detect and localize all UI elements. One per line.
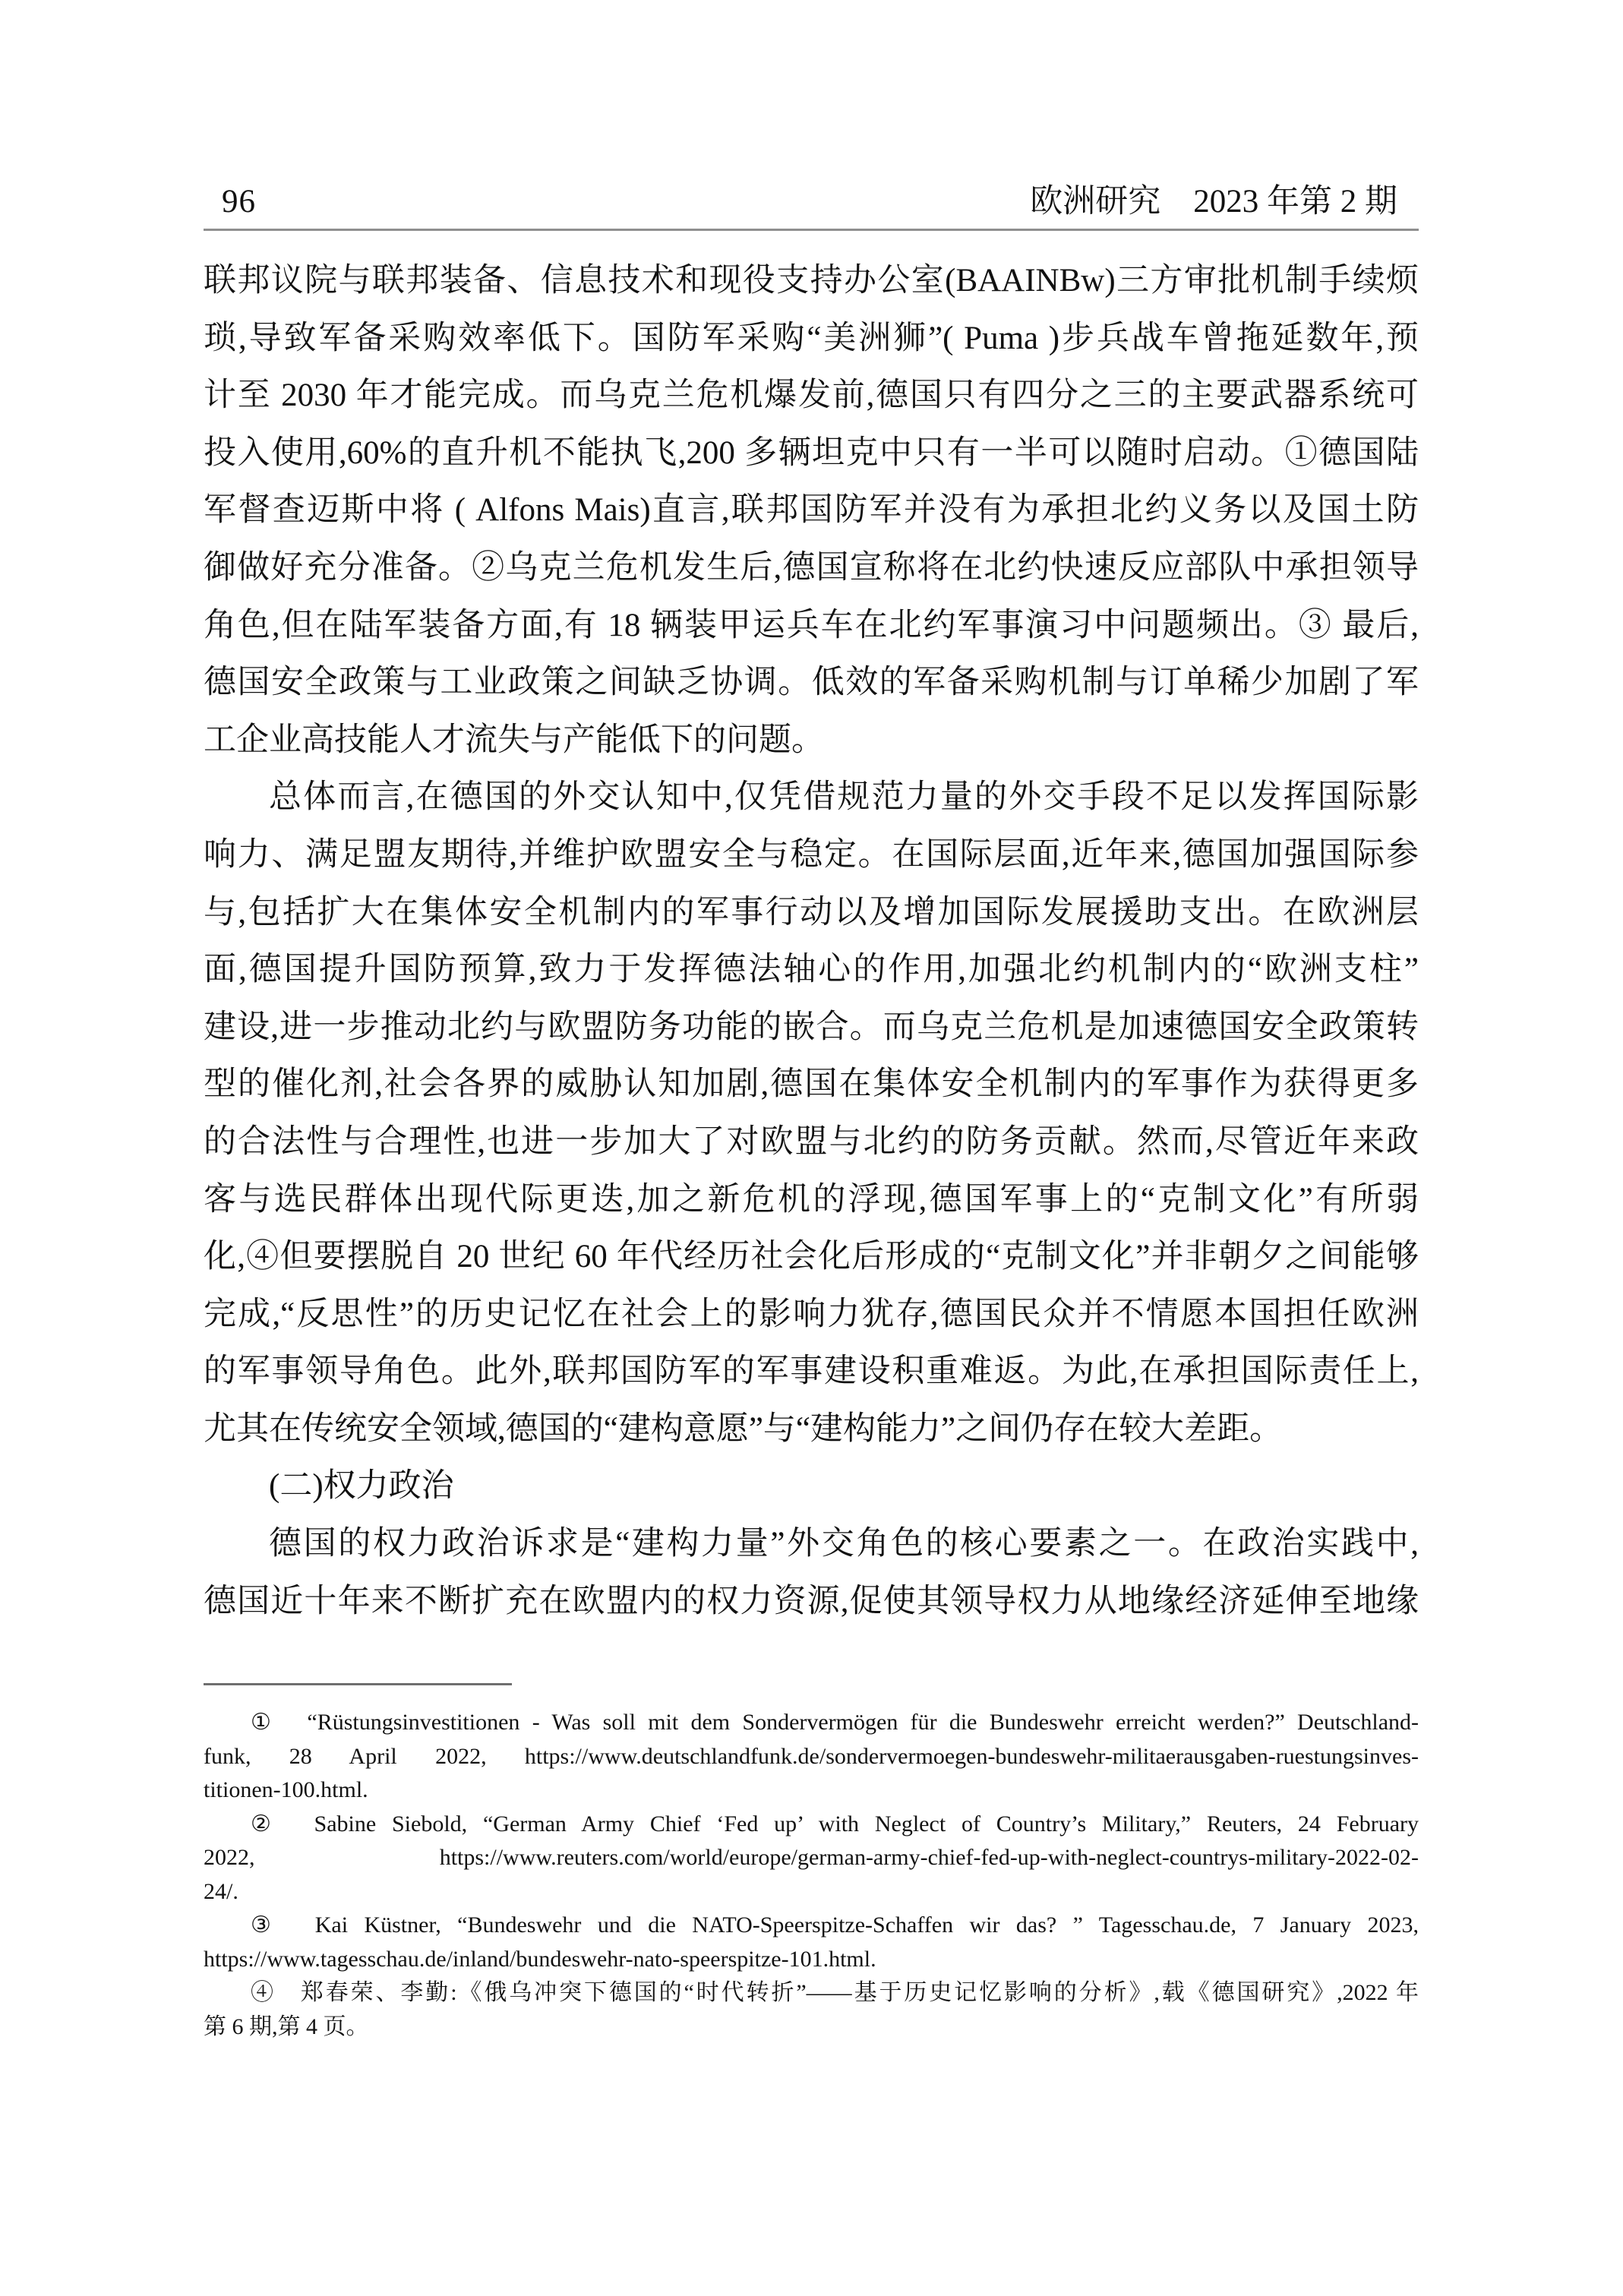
body-line: 完成,“反思性”的历史记忆在社会上的影响力犹存,德国民众并不情愿本国担任欧洲: [204, 1296, 1419, 1332]
body-line: 御做好充分准备。②乌克兰危机发生后,德国宣称将在北约快速反应部队中承担领导: [204, 549, 1419, 586]
body-line: 联邦议院与联邦装备、信息技术和现役支持办公室(BAAINBw)三方审批机制手续烦: [204, 263, 1419, 298]
body-line: (二)权力政治: [269, 1468, 454, 1505]
body-line: 德国近十年来不断扩充在欧盟内的权力资源,促使其领导权力从地缘经济延伸至地缘: [204, 1583, 1419, 1619]
body-line: 德国的权力政治诉求是“建构力量”外交角色的核心要素之一。在政治实践中,: [269, 1526, 1419, 1562]
body-line: 尤其在传统安全领域,德国的“建构意愿”与“建构能力”之间仍存在较大差距。: [204, 1410, 1283, 1447]
body-line: 德国安全政策与工业政策之间缺乏协调。低效的军备采购机制与订单稀少加剧了军: [204, 665, 1419, 701]
footnote-line: 24/.: [204, 1878, 238, 1904]
body-line: 化,④但要摆脱自 20 世纪 60 年代经历社会化后形成的“克制文化”并非朝夕之间能够: [204, 1239, 1419, 1275]
page-number: 96: [222, 184, 256, 219]
body-line: 的军事领导角色。此外,联邦国防军的军事建设积重难返。为此,在承担国际责任上,: [204, 1353, 1419, 1390]
article-body: [204, 252, 1419, 1630]
body-line: 的合法性与合理性,也进一步加大了对欧盟与北约的防务贡献。然而,尽管近年来政: [204, 1123, 1419, 1160]
body-line: 建设,进一步推动北约与欧盟防务功能的嵌合。而乌克兰危机是加速德国安全政策转: [204, 1009, 1419, 1045]
body-line: 客与选民群体出现代际更迭,加之新危机的浮现,德国军事上的“克制文化”有所弱: [204, 1181, 1419, 1217]
footnote-line: ② Sabine Siebold, “German Army Chief ‘Fed up’ with Neglect of Country’s Military,” Reuters, 24 February: [251, 1811, 1419, 1836]
journal-title-line: 欧洲研究 2023 年第 2 期: [1030, 184, 1397, 219]
body-line: 总体而言,在德国的外交认知中,仅凭借规范力量的外交手段不足以发挥国际影: [269, 779, 1419, 816]
footnotes: [204, 1706, 1419, 2044]
body-line: 工企业高技能人才流失与产能低下的问题。: [204, 722, 824, 758]
footnote-line: ③ Kai Küstner, “Bundeswehr und die NATO-Speerspitze-Schaffen wir das? ” Tagesschau.de, 7 January 2023,: [251, 1912, 1419, 1938]
body-line: 面,德国提升国防预算,致力于发挥德法轴心的作用,加强北约机制内的“欧洲支柱”: [204, 952, 1419, 988]
page-header: [204, 179, 1419, 226]
footnote-separator: [204, 1683, 512, 1685]
footnote-line: titionen-100.html.: [204, 1777, 368, 1802]
footnote-line: ④ 郑春荣、李勤:《俄乌冲突下德国的“时代转折”——基于历史记忆影响的分析》,载《德国研究》,2022 年: [251, 1980, 1419, 2005]
body-line: 与,包括扩大在集体安全机制内的军事行动以及增加国际发展援助支出。在欧洲层: [204, 894, 1419, 930]
footnote-line: 2022, https://www.reuters.com/world/europe/german-army-chief-fed-up-with-neglect-countrys-military-2022-02-: [204, 1845, 1419, 1870]
body-line: 投入使用,60%的直升机不能执飞,200 多辆坦克中只有一半可以随时启动。①德国陆: [204, 434, 1419, 471]
body-line: 琐,导致军备采购效率低下。国防军采购“美洲狮”( Puma )步兵战车曾拖延数年,预: [204, 320, 1419, 356]
footnote-line: 第 6 期,第 4 页。: [204, 2013, 369, 2039]
body-line: 响力、满足盟友期待,并维护欧盟安全与稳定。在国际层面,近年来,德国加强国际参: [204, 836, 1419, 873]
footnote-line: ① “Rüstungsinvestitionen - Was soll mit dem Sondervermögen für die Bundeswehr erreicht werden?” Deutschland-: [251, 1710, 1419, 1735]
footnote-line: funk, 28 April 2022, https://www.deutschlandfunk.de/sondervermoegen-bundeswehr-militaerausgaben-ruestungsinves-: [204, 1743, 1419, 1769]
body-line: 型的催化剂,社会各界的威胁认知加剧,德国在集体安全机制内的军事作为获得更多: [204, 1066, 1419, 1103]
footnote-line: https://www.tagesschau.de/inland/bundeswehr-nato-speerspitze-101.html.: [204, 1946, 876, 1972]
header-rule: [204, 229, 1419, 231]
body-line: 角色,但在陆军装备方面,有 18 辆装甲运兵车在北约军事演习中问题频出。③ 最后,: [204, 607, 1419, 643]
body-line: 军督查迈斯中将 ( Alfons Mais)直言,联邦国防军并没有为承担北约义务以及国土防: [204, 492, 1419, 529]
body-line: 计至 2030 年才能完成。而乌克兰危机爆发前,德国只有四分之三的主要武器系统可: [204, 377, 1419, 414]
